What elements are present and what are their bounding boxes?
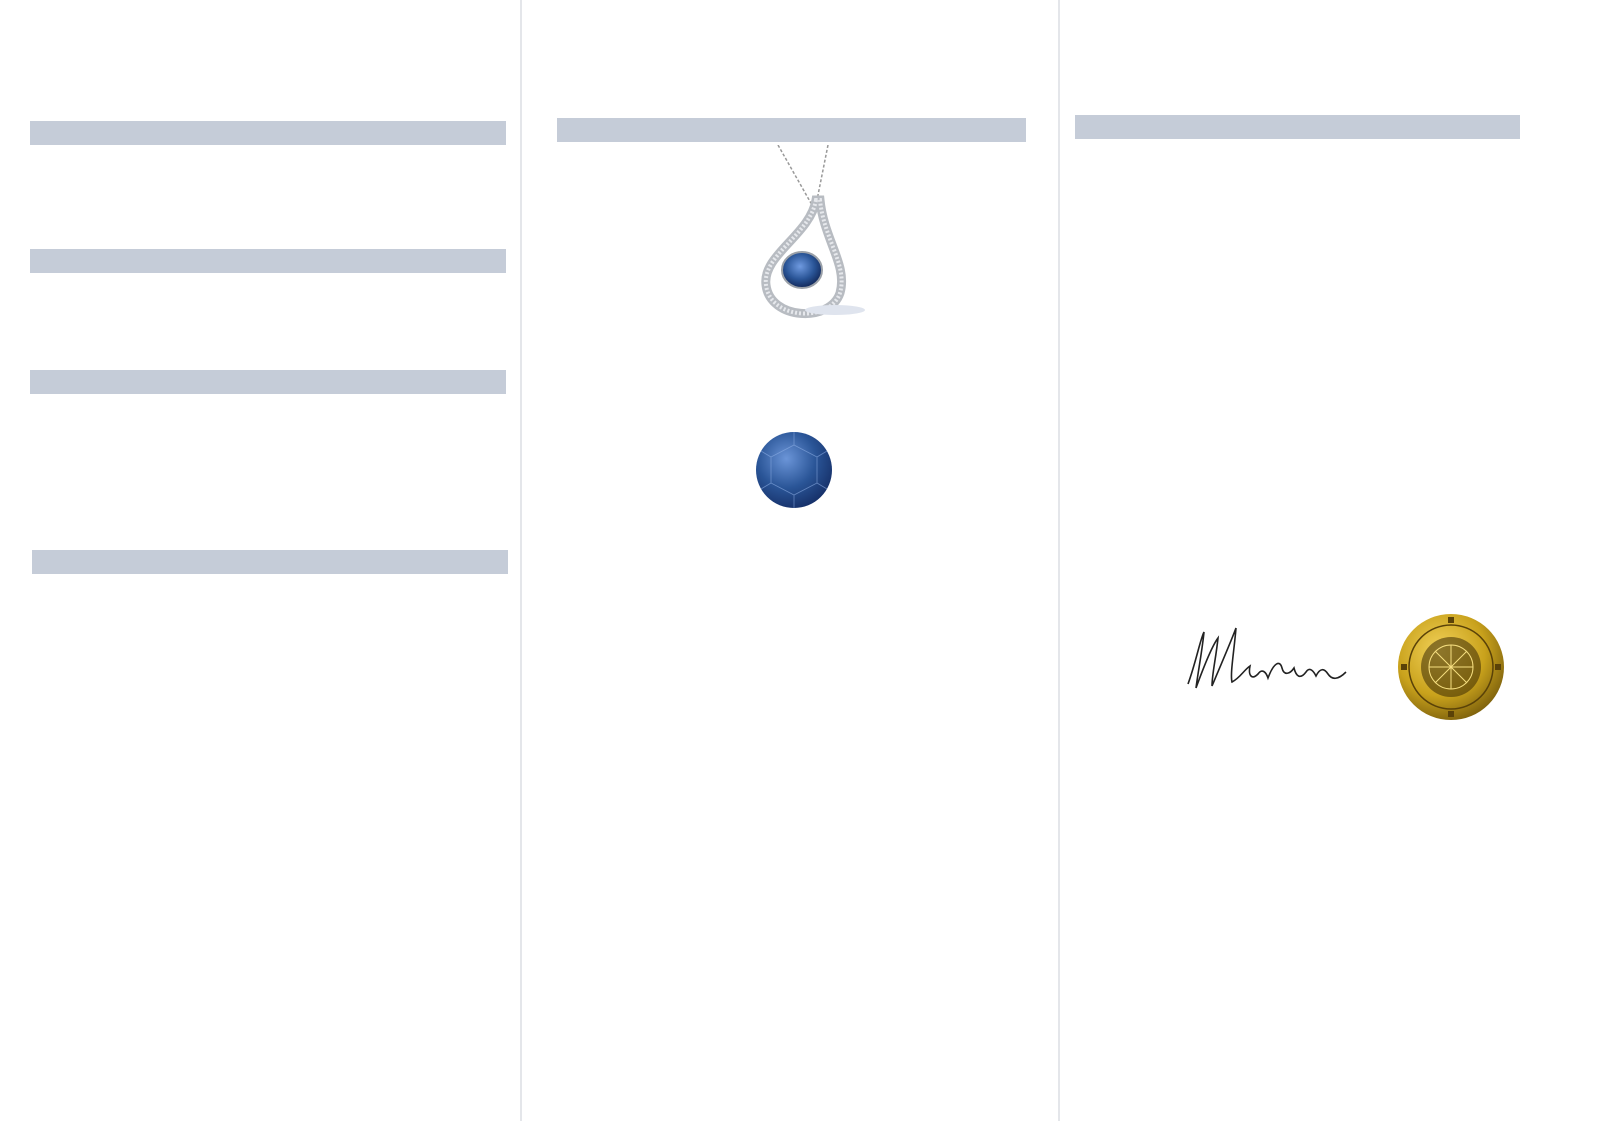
sapphire-color-sample bbox=[755, 431, 835, 511]
fold-line-2 bbox=[1058, 0, 1060, 1121]
main-gem-header bbox=[32, 550, 508, 574]
qr-code-icon[interactable] bbox=[1093, 910, 1179, 996]
date-bar bbox=[30, 121, 506, 145]
additional-gem-header bbox=[1075, 115, 1520, 139]
barcode-icon bbox=[1143, 46, 1453, 80]
fold-line-1 bbox=[520, 0, 522, 1121]
signature-icon bbox=[1178, 622, 1353, 702]
mounting-header bbox=[30, 370, 506, 394]
description-header bbox=[30, 249, 506, 273]
pendant-image bbox=[740, 145, 880, 330]
gwlab-seal-icon bbox=[1396, 612, 1506, 722]
gemewizard-color-reference bbox=[560, 590, 1010, 830]
watermark bbox=[30, 150, 518, 1020]
image-header bbox=[557, 118, 1026, 142]
